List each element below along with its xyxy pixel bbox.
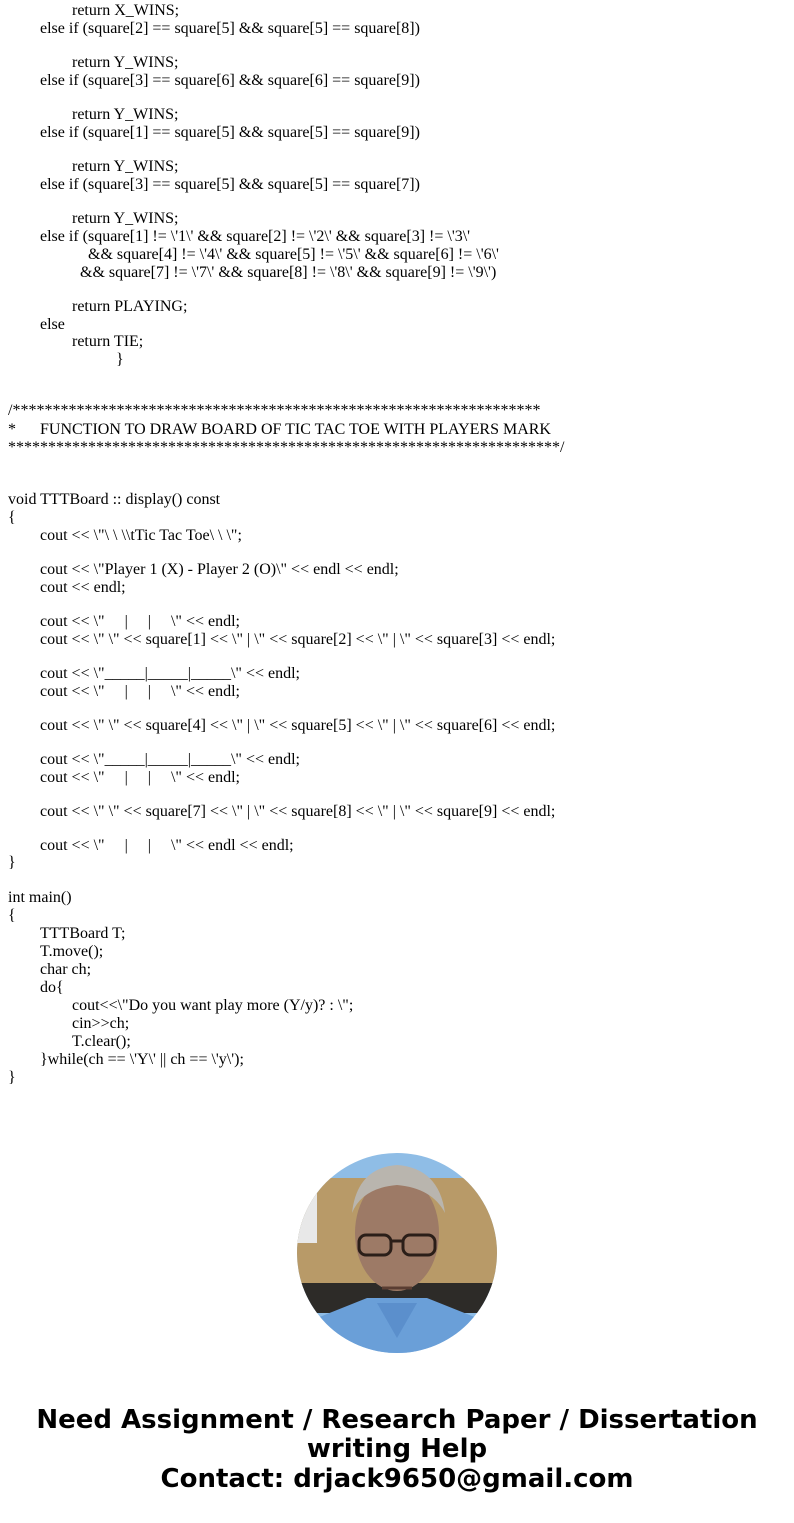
code-line: return TIE; — [72, 333, 144, 350]
code-line: cout << \" | | \" << endl; — [40, 769, 240, 786]
code-line: int main() — [8, 889, 72, 906]
code-line: } — [116, 351, 124, 368]
code-line: cin>>ch; — [72, 1015, 130, 1032]
code-line: cout << \" | | \" << endl; — [40, 683, 240, 700]
code-line: cout << \"_____|_____|_____\" << endl; — [40, 665, 300, 682]
code-line: TTTBoard T; — [40, 925, 126, 942]
footer-line-2: writing Help — [306, 1434, 488, 1464]
code-line: && square[7] != \'7\' && square[8] != \'8\' && square[9] != \'9\') — [80, 264, 497, 281]
code-line: else if (square[2] == square[5] && square[5] == square[8]) — [40, 20, 420, 37]
code-line: *********************************************************************/ — [8, 439, 565, 456]
code-line: cout << \" | | \" << endl; — [40, 613, 240, 630]
code-line: return Y_WINS; — [72, 210, 179, 227]
person-portrait-icon — [297, 1153, 497, 1353]
code-line: char ch; — [40, 961, 92, 978]
code-line: /****************************************************************** — [8, 402, 541, 419]
code-line: cout << \" | | \" << endl << endl; — [40, 837, 294, 854]
code-line: } — [8, 854, 16, 871]
footer-line-1: Need Assignment / Research Paper / Dissertation — [36, 1405, 758, 1435]
code-line: cout<<\"Do you want play more (Y/y)? : \"; — [72, 997, 354, 1014]
code-line: cout << \" \" << square[1] << \" | \" << square[2] << \" | \" << square[3] << endl; — [40, 631, 556, 648]
code-line: }while(ch == \'Y\' || ch == \'y\'); — [40, 1051, 244, 1068]
code-line: do{ — [40, 979, 64, 996]
code-line: cout << \" \" << square[4] << \" | \" << square[5] << \" | \" << square[6] << endl; — [40, 717, 556, 734]
code-line: { — [8, 509, 16, 526]
code-line: return Y_WINS; — [72, 54, 179, 71]
code-line: { — [8, 907, 16, 924]
code-line: else if (square[3] == square[5] && square[5] == square[7]) — [40, 176, 420, 193]
code-line: cout << endl; — [40, 579, 126, 596]
code-line: else if (square[1] == square[5] && square[5] == square[9]) — [40, 124, 420, 141]
code-line: && square[4] != \'4\' && square[5] != \'5\' && square[6] != \'6\' — [88, 246, 499, 263]
code-line: else — [40, 316, 65, 333]
code-line: cout << \"_____|_____|_____\" << endl; — [40, 751, 300, 768]
code-line: void TTTBoard :: display() const — [8, 491, 221, 508]
code-line: T.clear(); — [72, 1033, 131, 1050]
code-line: return Y_WINS; — [72, 106, 179, 123]
code-line: return Y_WINS; — [72, 158, 179, 175]
code-line: cout << \"\ \ \\tTic Tac Toe\ \ \"; — [40, 527, 242, 544]
code-line: cout << \" \" << square[7] << \" | \" << square[8] << \" | \" << square[9] << endl; — [40, 803, 556, 820]
code-line: return X_WINS; — [72, 2, 180, 19]
code-line: return PLAYING; — [72, 298, 188, 315]
code-line: * — [8, 421, 16, 438]
code-line: } — [8, 1069, 16, 1086]
code-line: cout << \"Player 1 (X) - Player 2 (O)\" << endl << endl; — [40, 561, 399, 578]
author-photo — [297, 1153, 497, 1353]
code-line: FUNCTION TO DRAW BOARD OF TIC TAC TOE WITH PLAYERS MARK — [40, 421, 551, 438]
code-line: T.move(); — [40, 943, 104, 960]
footer-contact: Contact: drjack9650@gmail.com — [160, 1464, 634, 1494]
code-line: else if (square[1] != \'1\' && square[2] != \'2\' && square[3] != \'3\' — [40, 228, 471, 245]
code-line: else if (square[3] == square[6] && square[6] == square[9]) — [40, 72, 420, 89]
